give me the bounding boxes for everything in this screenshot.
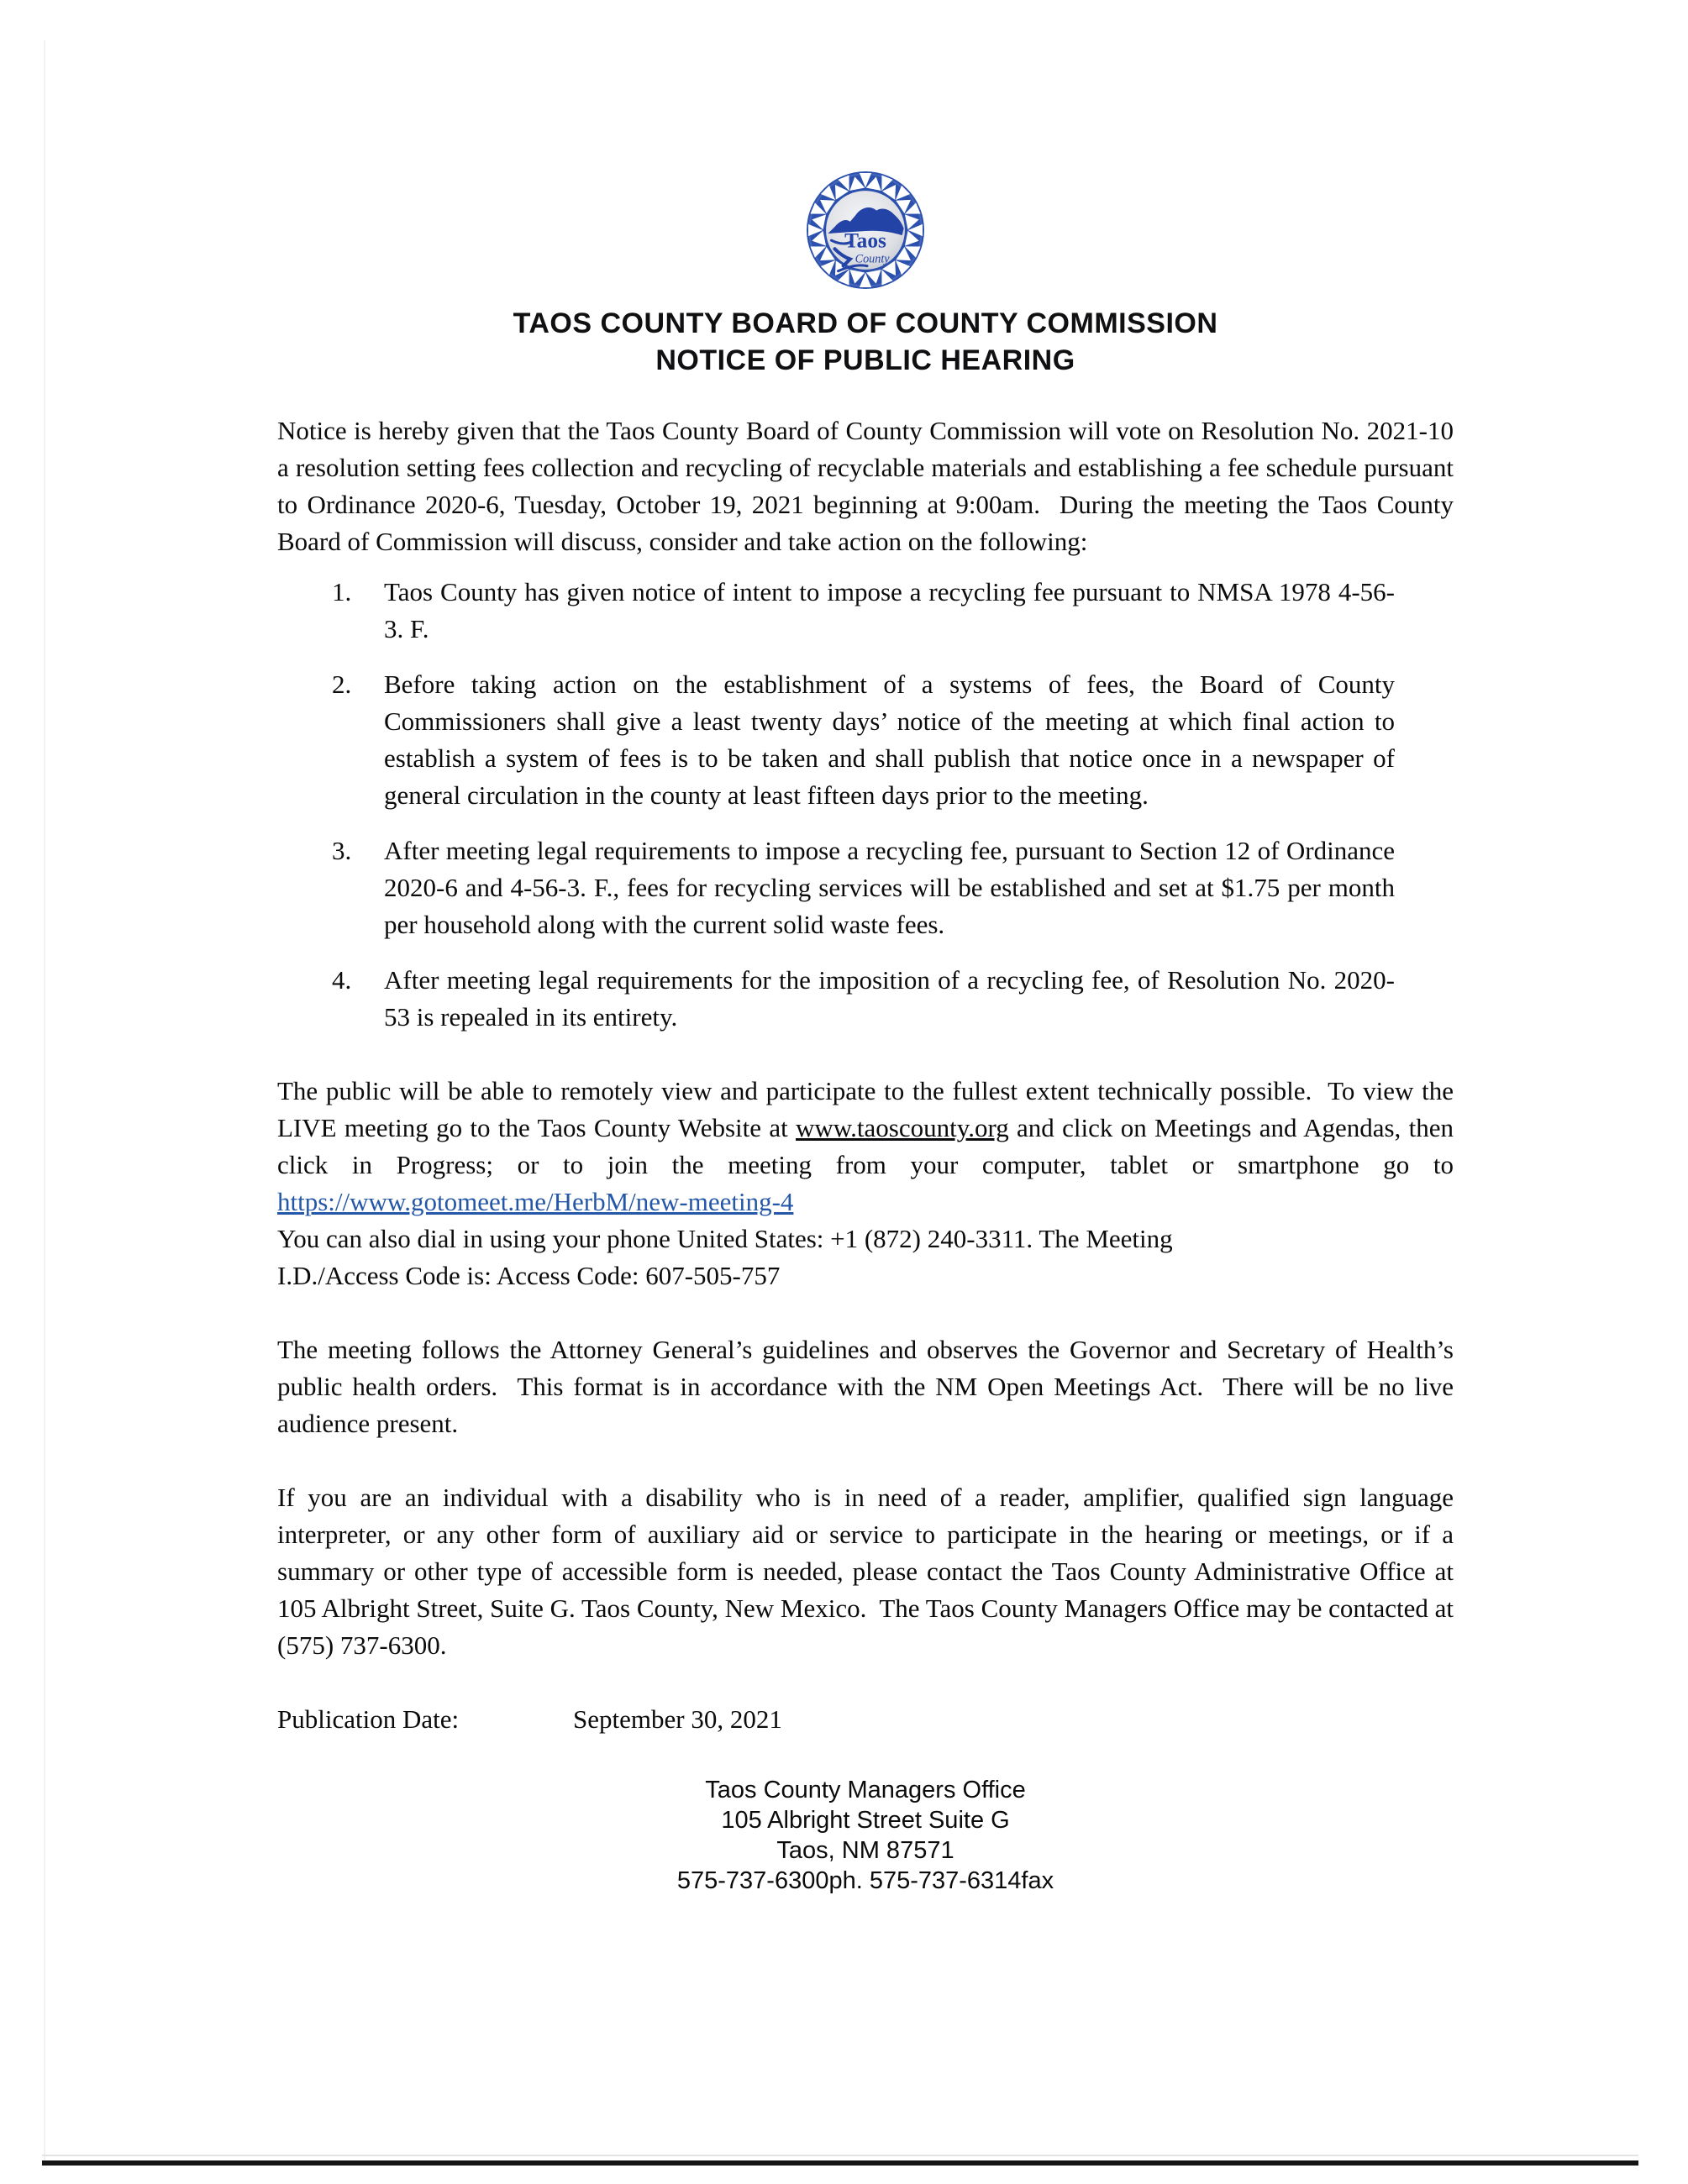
bottom-rule-shadow [42, 2155, 1638, 2156]
seal-text-county: County [855, 252, 890, 266]
footer-office-name: Taos County Managers Office [705, 1777, 1026, 1803]
list-number: 1. [332, 577, 352, 606]
publication-date-row [277, 1701, 1454, 1738]
page-edge-line [44, 40, 45, 2160]
list-number: 4. [332, 965, 352, 995]
notice-list [277, 574, 1454, 1036]
disability-paragraph: If you are an individual with a disability who is in need of a reader, amplifier, qualified sign language interpreter, or any other form of auxiliary aid or service to participate in the hearing or meetings, or if a summary or other type of accessible form is needed, please contact the Taos County Administrative Office at 105 Albright Street, Suite G. Taos County, New Mexico. The Taos County Managers Office may be contacted at (575) 737-6300. [277, 1483, 1460, 1660]
publication-date-label: Publication Date: [277, 1704, 460, 1734]
bottom-page-rule [42, 2160, 1638, 2166]
list-item-4 [332, 962, 1454, 1036]
dial-in-line-2: I.D./Access Code is: Access Code: 607-505-757 [277, 1261, 781, 1290]
taos-county-seal-icon [806, 171, 925, 290]
seal-text-taos: Taos [844, 228, 886, 253]
title-line-1: TAOS COUNTY BOARD OF COUNTY COMMISSION [513, 307, 1218, 339]
taoscounty-website-link[interactable]: www.taoscounty.org [796, 1113, 1009, 1142]
gotomeet-meeting-link[interactable]: https://www.gotomeet.me/HerbM/new-meeting-4 [277, 1187, 794, 1216]
guidelines-paragraph: The meeting follows the Attorney General’s guidelines and observes the Governor and Secretary of Health’s public health orders. This format is in accordance with the NM Open Meetings Act. There will be no live audience present. [277, 1335, 1460, 1438]
participation-text: The public will be able to remotely view and participate to the fullest extent technically possible. To view the LIVE meeting go to the Taos County Website at [277, 1076, 1460, 1142]
footer-street: 105 Albright Street Suite G [721, 1807, 1010, 1834]
footer-city-state-zip: Taos, NM 87571 [776, 1837, 954, 1864]
intro-paragraph: Notice is hereby given that the Taos County Board of County Commission will vote on Resolution No. 2021-10 a resolution setting fees collection and recycling of recyclable materials and establishing a fee schedule pursuant to Ordinance 2020-6, Tuesday, October 19, 2021 beginning at 9:00am. During the meeting the Taos County Board of Commission will discuss, consider and take action on the following: [277, 416, 1460, 556]
footer-address-block [277, 1775, 1454, 1896]
list-item-text: After meeting legal requirements for the imposition of a recycling fee, of Resolution No. 2020-53 is repealed in its entirety. [384, 965, 1395, 1032]
document-title [277, 305, 1454, 379]
list-number: 2. [332, 669, 352, 699]
list-item-text: After meeting legal requirements to impose a recycling fee, pursuant to Section 12 of Ordinance 2020-6 and 4-56-3. F., fees for recycling services will be established and set at $1.75 per month per household along with the current solid waste fees. [384, 836, 1401, 939]
dial-in-line-1: You can also dial in using your phone United States: +1 (872) 240-3311. The Meeting [277, 1224, 1173, 1253]
list-item-text: Taos County has given notice of intent to impose a recycling fee pursuant to NMSA 1978 4-56-3. F. [384, 577, 1395, 643]
document-content [277, 0, 1460, 1896]
participation-text: and click on Meetings and Agendas, then click in Progress; or to join the meeting from your computer, tablet or smartphone go to [277, 1113, 1460, 1179]
logo-container [277, 171, 1454, 290]
footer-phone-fax: 575-737-6300ph. 575-737-6314fax [676, 1867, 1054, 1894]
participation-paragraph [277, 1073, 1460, 1294]
list-item-3 [332, 832, 1454, 943]
list-number: 3. [332, 836, 352, 865]
publication-date-value: September 30, 2021 [573, 1704, 782, 1734]
list-item-1 [332, 574, 1454, 648]
title-line-2: NOTICE OF PUBLIC HEARING [655, 344, 1075, 376]
list-item-text: Before taking action on the establishment of a systems of fees, the Board of County Commissioners shall give a least twenty days’ notice of the meeting at which final action to establish a system of fees is to be taken and shall publish that notice once in a newspaper of general circulation in the county at least fifteen days prior to the meeting. [384, 669, 1401, 810]
list-item-2 [332, 666, 1454, 814]
